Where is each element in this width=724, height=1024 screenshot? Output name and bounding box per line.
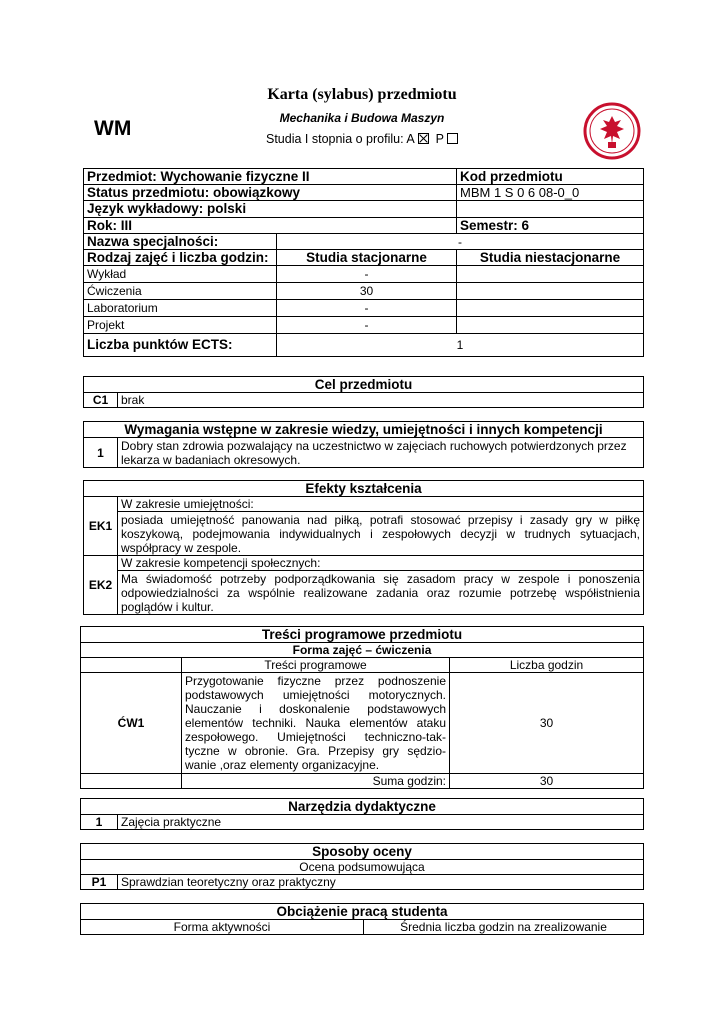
stationary-hours: - [277,266,457,283]
content-form: Forma zajęć – ćwiczenia [81,643,644,658]
content-row-hours: 30 [450,673,644,774]
ek2-code: EK2 [84,556,118,615]
goal-title: Cel przedmiotu [84,377,644,393]
content-line: zespołowego. Umiejętności techniczno-tak- [185,730,446,744]
content-row-text [182,673,450,774]
code-label: Kod przedmiotu [457,169,644,185]
workload-title: Obciążenie pracą studenta [81,904,644,920]
profile-p-checkbox[interactable] [447,133,458,144]
assessment-subtitle: Ocena podsumowująca [81,860,644,875]
ek2-text: Ma świadomość potrzeby podporządkowania się zasadom pracy w zespole i ponoszenia odpowiedzialności za wspólnie realizowane zadania oraz rozumie potrzebę współistnienia poglądów i kultur. [118,571,644,615]
nonstationary-hours [457,300,644,317]
requirements-title: Wymagania wstępne w zakresie wiedzy, umiejętności i innych kompetencji [84,422,644,438]
content-title: Treści programowe przedmiotu [81,627,644,643]
effects-title: Efekty kształcenia [84,481,644,497]
table-row [84,317,644,334]
content-line: elementów techniki. Nauka elementów ataku [185,716,446,730]
class-type-name: Laboratorium [84,300,277,317]
profile-p-label: P [435,132,445,146]
stationary-header: Studia stacjonarne [277,250,457,266]
average-hours-header: Średnia liczba godzin na zrealizowanie [364,920,644,935]
subject-info-table [83,168,644,357]
content-line: Nauczanie i doskonalenie podstawowych [185,702,446,716]
nonstationary-hours [457,266,644,283]
content-line: Przygotowanie fizyczne przez podnoszenie [185,674,446,688]
empty-cell [81,658,182,673]
workload-table [80,903,644,935]
goal-text: brak [118,393,644,408]
class-type-name: Ćwiczenia [84,283,277,300]
content-row-code: ĆW1 [81,673,182,774]
activity-form-header: Forma aktywności [81,920,364,935]
empty-cell [81,774,182,789]
subject-language: Język wykładowy: polski [84,201,457,218]
specialization-value: - [277,234,644,250]
stationary-hours: - [277,317,457,334]
subject-status: Status przedmiotu: obowiązkowy [84,185,457,201]
tools-text: Zajęcia praktyczne [118,815,644,830]
stationary-hours: 30 [277,283,457,300]
page-title: Karta (sylabus) przedmiotu [267,86,457,103]
requirements-text: Dobry stan zdrowia pozwalający na uczestnictwo w zajęciach ruchowych potwierdzonych przez lekarza w badaniach okresowych. [118,438,644,468]
tools-title: Narzędzia dydaktyczne [81,799,644,815]
content-column-header: Treści programowe [182,658,450,673]
table-row [81,673,644,774]
code-value: MBM 1 S 0 6 08-0_0 [457,185,644,201]
faculty-name: Mechanika i Budowa Maszyn [279,111,445,125]
assessment-title: Sposoby oceny [81,844,644,860]
nonstationary-header: Studia niestacjonarne [457,250,644,266]
skills-label: W zakresie umiejętności: [118,497,644,512]
university-emblem-icon [582,102,642,160]
goal-table [83,376,644,408]
effects-table [83,480,644,615]
content-line: podstawowych umiejętności motorycznych. [185,688,446,702]
ects-value: 1 [277,334,644,357]
nonstationary-hours [457,317,644,334]
content-line: wanie ,oraz elementy organizacyjne. [185,758,380,772]
profile-a-checkbox[interactable] [418,133,429,144]
study-level-text: Studia I stopnia o profilu: [265,132,404,146]
assessment-text: Sprawdzian teoretyczny oraz praktyczny [118,875,644,890]
subject-name: Przedmiot: Wychowanie fizyczne II [84,169,457,185]
empty-cell [457,201,644,218]
content-table [80,626,644,789]
tools-code: 1 [81,815,118,830]
ek1-code: EK1 [84,497,118,556]
sum-value: 30 [450,774,644,789]
stationary-hours: - [277,300,457,317]
requirements-table [83,421,644,468]
ects-label: Liczba punktów ECTS: [84,334,277,357]
table-row [84,266,644,283]
social-label: W zakresie kompetencji społecznych: [118,556,644,571]
subject-year: Rok: III [84,218,457,234]
sum-label: Suma godzin: [182,774,450,789]
table-row [84,283,644,300]
subject-semester: Semestr: 6 [457,218,644,234]
nonstationary-hours [457,283,644,300]
content-line: tyczne w obronie. Gra. Przepisy gry sędzio- [185,744,446,758]
class-type-label: Rodzaj zajęć i liczba godzin: [84,250,277,266]
tools-table [80,798,644,830]
assessment-code: P1 [81,875,118,890]
assessment-table [80,843,644,890]
profile-a-label: A [406,132,415,146]
hours-column-header: Liczba godzin [450,658,644,673]
requirements-code: 1 [84,438,118,468]
specialization-label: Nazwa specjalności: [84,234,277,250]
wm-logo: WM [94,117,132,140]
goal-code: C1 [84,393,118,408]
class-type-name: Projekt [84,317,277,334]
class-type-name: Wykład [84,266,277,283]
table-row [84,300,644,317]
ek1-text: posiada umiejętność panowania nad piłką, potrafi stosować przepisy i zasady gry w piłkę koszykową, podejmowania indywidualnych i zespołowych decyzji w trudnych sytuacjach, współpracy w zespole. [118,512,644,556]
